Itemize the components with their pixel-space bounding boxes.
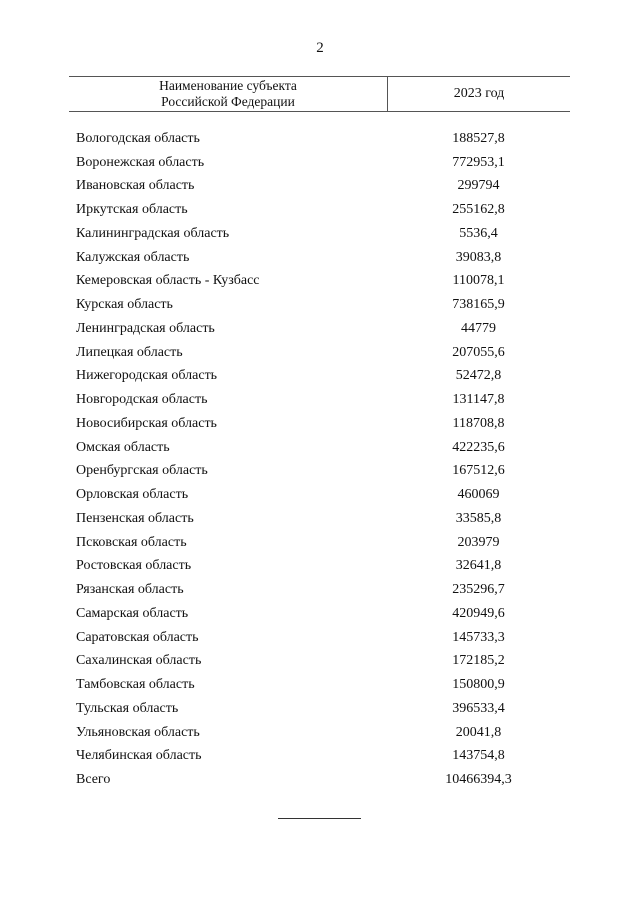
subject-value: 420949,6	[452, 605, 505, 621]
subject-value: 172185,2	[452, 653, 505, 669]
table-row	[69, 768, 570, 792]
subject-name: Ульяновская область	[76, 724, 200, 740]
header-year: 2023 год	[387, 77, 570, 111]
subject-name: Воронежская область	[76, 154, 205, 170]
table-row	[69, 436, 570, 460]
table-row	[69, 246, 570, 270]
table-row	[69, 626, 570, 650]
table-row	[69, 721, 570, 745]
subject-name: Курская область	[76, 297, 173, 313]
subject-value: 20041,8	[455, 724, 502, 740]
table-row	[69, 650, 570, 674]
subject-name: Пензенская область	[76, 510, 194, 526]
subject-value: 150800,9	[452, 677, 505, 693]
table-row	[69, 127, 570, 151]
subject-value: 188527,8	[452, 130, 505, 146]
table-row	[69, 151, 570, 175]
header-subject-name-line1: Наименование субъекта	[159, 78, 297, 93]
table-row	[69, 697, 570, 721]
subject-value: 32641,8	[455, 558, 502, 574]
subject-value: 145733,3	[452, 629, 505, 645]
subject-value: 255162,8	[452, 202, 505, 218]
subject-name: Кемеровская область - Кузбасс	[76, 273, 260, 289]
table-row	[69, 745, 570, 769]
subject-name: Орловская область	[76, 487, 189, 503]
subject-name: Оренбургская область	[76, 463, 208, 479]
subject-name: Калужская область	[76, 249, 190, 265]
subject-value: 207055,6	[452, 344, 505, 360]
subject-name: Саратовская область	[76, 629, 199, 645]
subject-name: Челябинская область	[76, 748, 202, 764]
subject-value: 143754,8	[452, 748, 505, 764]
subjects-table	[69, 76, 570, 792]
table-row	[69, 175, 570, 199]
subject-value: 33585,8	[455, 510, 502, 526]
subject-name: Липецкая область	[76, 344, 183, 360]
subject-name: Тульская область	[76, 700, 179, 716]
header-subject-name	[69, 77, 387, 111]
table-row	[69, 673, 570, 697]
table-row	[69, 270, 570, 294]
table-row	[69, 531, 570, 555]
subject-name: Ленинградская область	[76, 320, 215, 336]
table-row	[69, 602, 570, 626]
subject-value: 131147,8	[452, 392, 505, 408]
table-row	[69, 507, 570, 531]
subject-value: 110078,1	[452, 273, 505, 289]
subject-name: Калининградская область	[76, 225, 230, 241]
table-row	[69, 578, 570, 602]
table-row	[69, 412, 570, 436]
subject-name: Ивановская область	[76, 178, 195, 194]
subject-value: 10466394,3	[445, 772, 512, 788]
table-row	[69, 388, 570, 412]
subject-value: 52472,8	[455, 368, 502, 384]
table-row	[69, 341, 570, 365]
subject-name: Вологодская область	[76, 130, 200, 146]
table-row	[69, 317, 570, 341]
subject-value: 422235,6	[452, 439, 505, 455]
subject-name: Рязанская область	[76, 582, 184, 598]
subject-name: Самарская область	[76, 605, 189, 621]
header-subject-name-line2: Российской Федерации	[161, 94, 295, 109]
subject-value: 203979	[457, 534, 500, 550]
subject-value: 44779	[461, 320, 496, 336]
subject-name: Новосибирская область	[76, 415, 217, 431]
table-row	[69, 293, 570, 317]
subject-name: Нижегородская область	[76, 368, 218, 384]
subject-value: 299794	[457, 178, 500, 194]
page-number: 2	[316, 40, 324, 56]
table-row	[69, 222, 570, 246]
subject-value: 396533,4	[452, 700, 505, 716]
subject-name: Всего	[76, 772, 111, 788]
subject-value: 772953,1	[452, 154, 505, 170]
subject-value: 738165,9	[452, 297, 505, 313]
subject-value: 39083,8	[455, 249, 502, 265]
subject-name: Омская область	[76, 439, 170, 455]
table-row	[69, 460, 570, 484]
subject-name: Ростовская область	[76, 558, 192, 574]
subject-name: Тамбовская область	[76, 677, 195, 693]
subject-value: 460069	[457, 487, 500, 503]
subject-name: Иркутская область	[76, 202, 188, 218]
subject-name: Псковская область	[76, 534, 187, 550]
table-row	[69, 365, 570, 389]
subject-value: 167512,6	[452, 463, 505, 479]
table-row	[69, 555, 570, 579]
end-divider	[278, 818, 361, 819]
table-header	[69, 76, 570, 112]
subject-name: Сахалинская область	[76, 653, 202, 669]
table-body	[69, 127, 570, 792]
subject-value: 118708,8	[452, 415, 505, 431]
table-row	[69, 483, 570, 507]
subject-value: 5536,4	[459, 225, 498, 241]
subject-value: 235296,7	[452, 582, 505, 598]
subject-name: Новгородская область	[76, 392, 208, 408]
table-row	[69, 198, 570, 222]
